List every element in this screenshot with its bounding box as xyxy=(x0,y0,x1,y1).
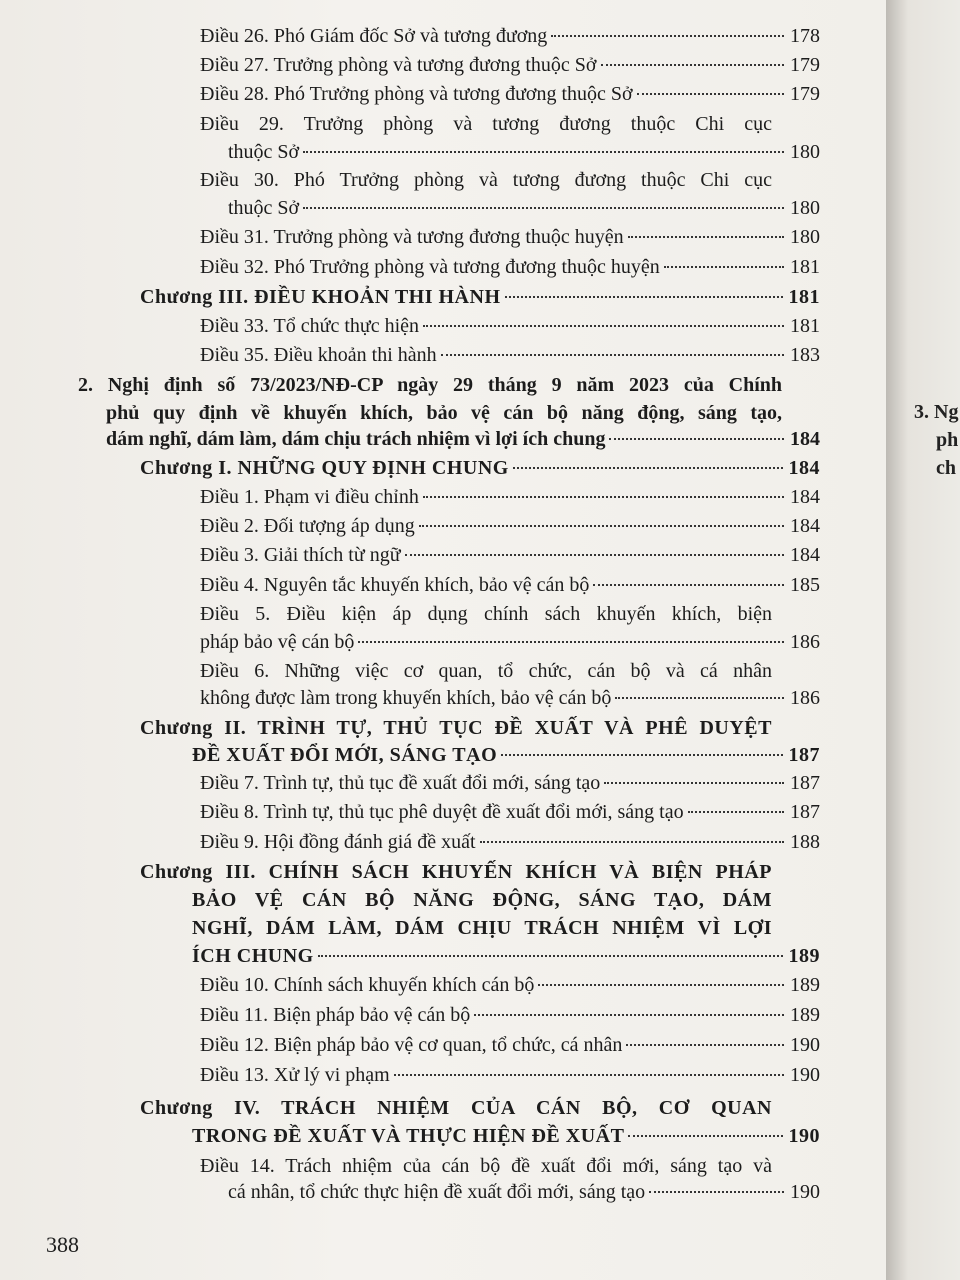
dot-leader xyxy=(441,354,784,356)
toc-entry-dieu-11 xyxy=(200,1001,820,1029)
toc-entry-dieu-7 xyxy=(200,769,820,797)
toc-entry-dieu-14-line1: Điều 14. Trách nhiệm của cán bộ đề xuất đổi mới, sáng tạo và xyxy=(200,1155,772,1177)
dot-leader xyxy=(609,438,784,440)
toc-entry-title: cá nhân, tổ chức thực hiện đề xuất đổi mới, sáng tạo xyxy=(228,1181,646,1203)
toc-chapter-title: Chương I. NHỮNG QUY ĐỊNH CHUNG xyxy=(140,457,509,479)
toc-entry-page: 184 xyxy=(788,457,820,479)
toc-entry-dieu-33 xyxy=(200,312,820,340)
toc-entry-dieu-14-line2 xyxy=(228,1178,820,1206)
dot-leader xyxy=(303,151,784,153)
toc-entry-dieu-30-line1: Điều 30. Phó Trưởng phòng và tương đương thuộc Chi cục xyxy=(200,169,772,191)
toc-entry-title: Điều 8. Trình tự, thủ tục phê duyệt đề xuất đổi mới, sáng tạo xyxy=(200,801,684,823)
dot-leader xyxy=(601,64,784,66)
toc-entry-page: 181 xyxy=(790,256,820,278)
toc-entry-page: 190 xyxy=(790,1034,820,1056)
toc-entry-page: 187 xyxy=(788,744,820,766)
toc-entry-page: 179 xyxy=(790,83,820,105)
toc-chapter-3-line2: BẢO VỆ CÁN BỘ NĂNG ĐỘNG, SÁNG TẠO, DÁM xyxy=(192,889,772,911)
toc-entry-dieu-12 xyxy=(200,1031,820,1059)
toc-chapter-2-line1: Chương II. TRÌNH TỰ, THỦ TỤC ĐỀ XUẤT VÀ PHÊ DUYỆT xyxy=(140,717,772,739)
toc-entry-title: Điều 10. Chính sách khuyến khích cán bộ xyxy=(200,974,535,996)
toc-section-title: dám nghĩ, dám làm, dám chịu trách nhiệm vì lợi ích chung xyxy=(106,428,606,450)
toc-entry-page: 183 xyxy=(790,344,820,366)
toc-entry-title: không được làm trong khuyến khích, bảo vệ cán bộ xyxy=(200,687,612,709)
toc-entry-page: 186 xyxy=(790,687,820,709)
toc-entry-title: Điều 4. Nguyên tắc khuyến khích, bảo vệ cán bộ xyxy=(200,574,590,596)
dot-leader xyxy=(551,35,784,37)
toc-entry-page: 185 xyxy=(790,574,820,596)
toc-entry-page: 189 xyxy=(790,974,820,996)
dot-leader xyxy=(474,1014,784,1016)
toc-entry-dieu-2 xyxy=(200,512,820,540)
toc-entry-page: 179 xyxy=(790,54,820,76)
dot-leader xyxy=(303,207,784,209)
dot-leader xyxy=(628,1135,782,1137)
toc-entry-page: 186 xyxy=(790,631,820,653)
toc-chapter-title: ĐỀ XUẤT ĐỔI MỚI, SÁNG TẠO xyxy=(192,744,498,766)
toc-entry-dieu-5-line1: Điều 5. Điều kiện áp dụng chính sách khuyến khích, biện xyxy=(200,603,772,625)
toc-entry-dieu-5-line2 xyxy=(200,628,820,656)
toc-chapter-1 xyxy=(140,454,820,482)
toc-chapter-3-line1: Chương III. CHÍNH SÁCH KHUYẾN KHÍCH VÀ BIỆN PHÁP xyxy=(140,861,772,883)
toc-entry-dieu-6-line1: Điều 6. Những việc cơ quan, tổ chức, cán bộ và cá nhân xyxy=(200,660,772,682)
toc-entry-page: 188 xyxy=(790,831,820,853)
toc-entry-page: 184 xyxy=(790,486,820,508)
dot-leader xyxy=(637,93,784,95)
dot-leader xyxy=(505,296,783,298)
toc-entry-page: 187 xyxy=(790,801,820,823)
dot-leader xyxy=(538,984,784,986)
dot-leader xyxy=(318,955,783,957)
toc-entry-title: Điều 2. Đối tượng áp dụng xyxy=(200,515,415,537)
adjacent-page-text-line3: ch xyxy=(936,457,956,479)
toc-entry-page: 190 xyxy=(788,1125,820,1147)
toc-entry-page: 180 xyxy=(790,226,820,248)
dot-leader xyxy=(626,1044,784,1046)
dot-leader xyxy=(405,554,784,556)
toc-entry-dieu-3 xyxy=(200,541,820,569)
toc-chapter-3-first xyxy=(140,283,820,311)
toc-entry-dieu-32 xyxy=(200,253,820,281)
toc-entry-page: 189 xyxy=(790,1004,820,1026)
toc-entry-page: 178 xyxy=(790,25,820,47)
toc-entry-dieu-27 xyxy=(200,51,820,79)
toc-entry-page: 184 xyxy=(790,515,820,537)
toc-entry-page: 184 xyxy=(790,544,820,566)
toc-entry-dieu-29-line1: Điều 29. Trưởng phòng và tương đương thuộc Chi cục xyxy=(200,113,772,135)
dot-leader xyxy=(649,1191,784,1193)
adjacent-page-text-line1: 3. Ng xyxy=(914,401,959,423)
toc-entry-title: Điều 12. Biện pháp bảo vệ cơ quan, tổ chức, cá nhân xyxy=(200,1034,623,1056)
toc-chapter-3-line4 xyxy=(192,942,820,970)
dot-leader xyxy=(423,496,784,498)
dot-leader xyxy=(513,467,783,469)
toc-entry-page: 190 xyxy=(790,1181,820,1203)
toc-entry-dieu-6-line2 xyxy=(200,684,820,712)
toc-entry-page: 184 xyxy=(790,428,820,450)
toc-section-2-line3 xyxy=(106,425,820,453)
toc-entry-dieu-13 xyxy=(200,1061,820,1089)
dot-leader xyxy=(358,641,784,643)
toc-entry-title: Điều 26. Phó Giám đốc Sở và tương đương xyxy=(200,25,548,47)
toc-entry-dieu-10 xyxy=(200,971,820,999)
toc-entry-title: Điều 33. Tổ chức thực hiện xyxy=(200,315,420,337)
toc-entry-title: thuộc Sở xyxy=(228,141,300,163)
dot-leader xyxy=(604,782,784,784)
toc-entry-title: Điều 31. Trưởng phòng và tương đương thuộc huyện xyxy=(200,226,624,248)
dot-leader xyxy=(419,525,784,527)
book-page-right-edge xyxy=(886,0,960,1280)
dot-leader xyxy=(688,811,784,813)
page-number: 388 xyxy=(46,1232,79,1257)
toc-entry-page: 181 xyxy=(788,286,820,308)
toc-section-2-line2: phủ quy định về khuyến khích, bảo vệ cán bộ năng động, sáng tạo, xyxy=(106,402,782,424)
toc-entry-page: 180 xyxy=(790,141,820,163)
toc-entry-title: Điều 9. Hội đồng đánh giá đề xuất xyxy=(200,831,476,853)
toc-entry-title: pháp bảo vệ cán bộ xyxy=(200,631,355,653)
toc-chapter-4-line1: Chương IV. TRÁCH NHIỆM CỦA CÁN BỘ, CƠ QUAN xyxy=(140,1097,772,1119)
toc-entry-page: 180 xyxy=(790,197,820,219)
toc-entry-title: Điều 7. Trình tự, thủ tục đề xuất đổi mới, sáng tạo xyxy=(200,772,601,794)
toc-entry-dieu-28 xyxy=(200,80,820,108)
toc-entry-page: 187 xyxy=(790,772,820,794)
toc-entry-title: Điều 1. Phạm vi điều chỉnh xyxy=(200,486,419,508)
toc-chapter-title: ÍCH CHUNG xyxy=(192,945,314,967)
toc-entry-dieu-29-line2 xyxy=(228,138,820,166)
dot-leader xyxy=(615,697,784,699)
toc-entry-dieu-4 xyxy=(200,571,820,599)
toc-entry-title: Điều 3. Giải thích từ ngữ xyxy=(200,544,401,566)
toc-entry-page: 190 xyxy=(790,1064,820,1086)
toc-chapter-3-line3: NGHĨ, DÁM LÀM, DÁM CHỊU TRÁCH NHIỆM VÌ LỢI xyxy=(192,917,772,939)
toc-chapter-title: Chương III. ĐIỀU KHOẢN THI HÀNH xyxy=(140,286,501,308)
toc-entry-title: Điều 13. Xử lý vi phạm xyxy=(200,1064,390,1086)
dot-leader xyxy=(480,841,785,843)
adjacent-page-text-line2: ph xyxy=(936,429,959,451)
toc-entry-dieu-8 xyxy=(200,798,820,826)
dot-leader xyxy=(394,1074,784,1076)
dot-leader xyxy=(501,754,782,756)
toc-section-2-line1: 2. Nghị định số 73/2023/NĐ-CP ngày 29 tháng 9 năm 2023 của Chính xyxy=(78,374,782,396)
toc-entry-dieu-30-line2 xyxy=(228,194,820,222)
toc-entry-page: 189 xyxy=(788,945,820,967)
toc-entry-dieu-1 xyxy=(200,483,820,511)
toc-entry-title: Điều 32. Phó Trưởng phòng và tương đương thuộc huyện xyxy=(200,256,660,278)
toc-entry-title: Điều 35. Điều khoản thi hành xyxy=(200,344,437,366)
toc-entry-dieu-35 xyxy=(200,341,820,369)
dot-leader xyxy=(593,584,784,586)
dot-leader xyxy=(628,236,784,238)
toc-entry-dieu-26 xyxy=(200,22,820,50)
dot-leader xyxy=(423,325,784,327)
toc-chapter-title: TRONG ĐỀ XUẤT VÀ THỰC HIỆN ĐỀ XUẤT xyxy=(192,1125,625,1147)
toc-entry-dieu-31 xyxy=(200,223,820,251)
toc-entry-title: Điều 27. Trưởng phòng và tương đương thuộc Sở xyxy=(200,54,597,76)
toc-entry-title: Điều 28. Phó Trưởng phòng và tương đương thuộc Sở xyxy=(200,83,633,105)
toc-entry-dieu-9 xyxy=(200,828,820,856)
toc-entry-title: thuộc Sở xyxy=(228,197,300,219)
toc-entry-page: 181 xyxy=(790,315,820,337)
toc-entry-title: Điều 11. Biện pháp bảo vệ cán bộ xyxy=(200,1004,471,1026)
toc-chapter-2-line2 xyxy=(192,741,820,769)
toc-chapter-4-line2 xyxy=(192,1122,820,1150)
dot-leader xyxy=(664,266,784,268)
